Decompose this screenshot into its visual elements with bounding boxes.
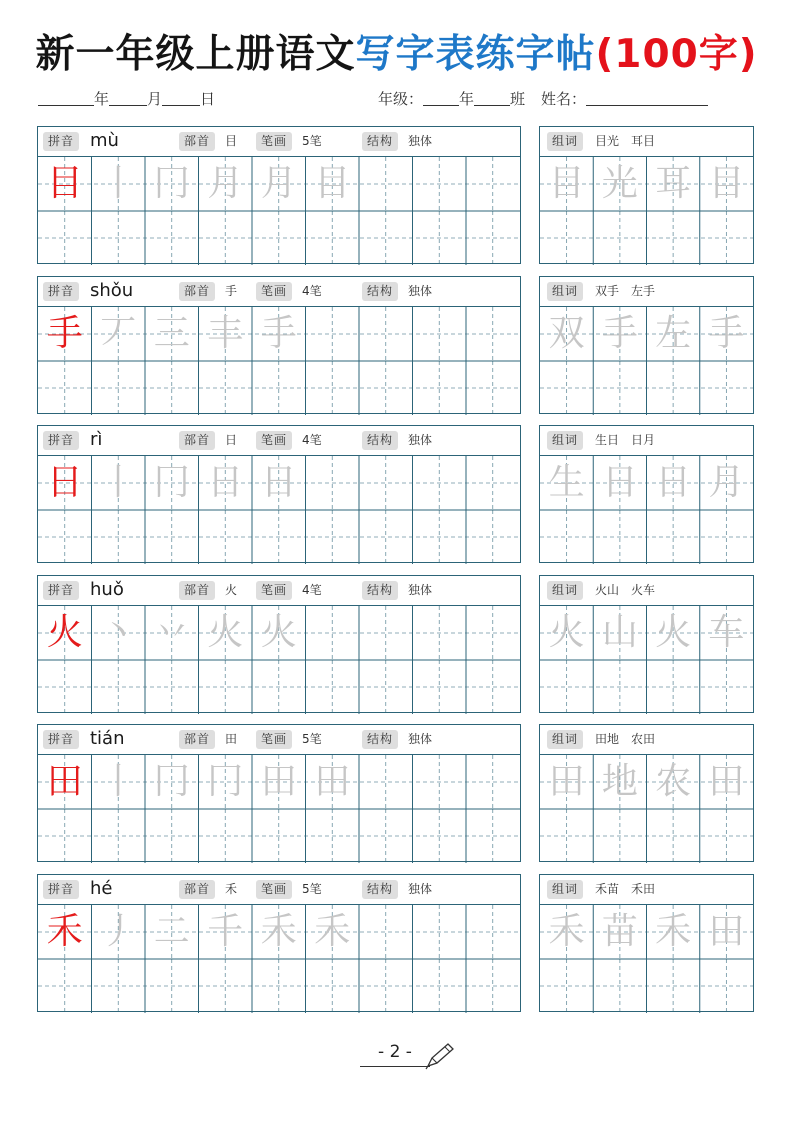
word-trace-character: 日 [655, 462, 692, 503]
model-character: 田 [46, 761, 83, 802]
name-label: 姓名： [541, 90, 587, 108]
practice-cell[interactable] [540, 510, 593, 564]
practice-cell[interactable] [647, 959, 700, 1013]
writing-grid [38, 307, 520, 415]
stroke-order-step: 冂 [153, 163, 190, 204]
stroke-order-step: 冂 [207, 761, 244, 802]
practice-cell[interactable] [593, 809, 646, 863]
stroke-order-step: 手 [260, 313, 297, 354]
word-trace-character: 火 [548, 612, 585, 653]
practice-cell[interactable] [306, 211, 360, 265]
words-value: 禾苗 禾田 [595, 882, 656, 896]
word-trace-character: 生 [548, 462, 585, 503]
word-trace-character: 双 [548, 313, 585, 354]
grade-label: 年级： [378, 90, 424, 108]
strokes-label: 笔画 [256, 282, 292, 301]
practice-cell[interactable] [92, 361, 146, 415]
pinyin-label: 拼音 [43, 282, 79, 301]
practice-cell[interactable] [540, 809, 593, 863]
model-character: 目 [46, 163, 83, 204]
practice-cell[interactable] [145, 959, 199, 1013]
practice-cell[interactable] [540, 211, 593, 265]
page-title [0, 30, 793, 80]
word-trace-character: 车 [708, 612, 745, 653]
word-card [539, 276, 754, 414]
practice-cell[interactable] [413, 361, 467, 415]
practice-cell[interactable] [466, 606, 520, 660]
radical-value: 火 [225, 583, 238, 597]
strokes-value: 5笔 [302, 882, 322, 896]
character-info-header [38, 277, 520, 307]
stroke-order-step: 冂 [153, 761, 190, 802]
date-line [38, 88, 215, 109]
stroke-order-step: 丨 [100, 462, 137, 503]
practice-cell[interactable] [359, 905, 413, 959]
structure-value: 独体 [408, 882, 433, 896]
word-writing-grid [540, 157, 753, 265]
model-character: 火 [46, 612, 83, 653]
practice-cell[interactable] [252, 660, 306, 714]
character-info-header [38, 725, 520, 755]
practice-cell[interactable] [38, 510, 92, 564]
model-character: 日 [46, 462, 83, 503]
practice-cell[interactable] [306, 510, 360, 564]
pinyin-label: 拼音 [43, 581, 79, 600]
word-trace-character: 田 [708, 761, 745, 802]
practice-cell[interactable] [359, 157, 413, 211]
strokes-label: 笔画 [256, 730, 292, 749]
word-trace-character: 耳 [655, 163, 692, 204]
strokes-label: 笔画 [256, 132, 292, 151]
class-unit: 班 [510, 90, 526, 108]
stroke-order-step: 月 [207, 163, 244, 204]
word-card [539, 724, 754, 862]
words-label: 组词 [547, 730, 583, 749]
strokes-value: 4笔 [302, 284, 322, 298]
stroke-order-step: 三 [153, 313, 190, 354]
character-card [37, 425, 521, 563]
word-writing-grid [540, 456, 753, 564]
writing-grid [38, 905, 520, 1013]
practice-cell[interactable] [466, 809, 520, 863]
practice-cell[interactable] [700, 510, 753, 564]
practice-cell[interactable] [647, 809, 700, 863]
word-header [540, 875, 753, 905]
character-info-header [38, 576, 520, 606]
structure-label: 结构 [362, 431, 398, 450]
practice-cell[interactable] [306, 660, 360, 714]
practice-cell[interactable] [359, 606, 413, 660]
word-trace-character: 日 [601, 462, 638, 503]
character-card [37, 724, 521, 862]
strokes-value: 4笔 [302, 433, 322, 447]
word-trace-character: 手 [708, 313, 745, 354]
practice-cell[interactable] [145, 809, 199, 863]
page-number: - 2 - [378, 1042, 412, 1062]
practice-cell[interactable] [306, 606, 360, 660]
practice-cell[interactable] [647, 660, 700, 714]
structure-value: 独体 [408, 433, 433, 447]
pinyin-value: mù [90, 130, 119, 151]
stroke-order-step: 丆 [100, 313, 137, 354]
practice-cell[interactable] [413, 660, 467, 714]
year-label: 年 [94, 90, 110, 108]
word-trace-character: 手 [601, 313, 638, 354]
radical-label: 部首 [179, 132, 215, 151]
radical-label: 部首 [179, 880, 215, 899]
practice-cell[interactable] [466, 157, 520, 211]
practice-cell[interactable] [466, 361, 520, 415]
word-header [540, 576, 753, 606]
word-trace-character: 山 [601, 612, 638, 653]
strokes-label: 笔画 [256, 431, 292, 450]
practice-cell[interactable] [359, 809, 413, 863]
practice-cell[interactable] [306, 361, 360, 415]
practice-cell[interactable] [700, 211, 753, 265]
practice-cell[interactable] [593, 361, 646, 415]
writing-grid [38, 456, 520, 564]
practice-cell[interactable] [700, 809, 753, 863]
word-trace-character: 目 [708, 163, 745, 204]
practice-cell[interactable] [199, 959, 253, 1013]
word-trace-character: 目 [548, 163, 585, 204]
strokes-label: 笔画 [256, 581, 292, 600]
month-label: 月 [147, 90, 163, 108]
practice-cell[interactable] [145, 361, 199, 415]
stroke-order-step: 丰 [207, 313, 244, 354]
practice-cell[interactable] [252, 361, 306, 415]
grade-unit: 年 [459, 90, 475, 108]
radical-value: 手 [225, 284, 238, 298]
stroke-order-step: 禾 [314, 911, 351, 952]
words-label: 组词 [547, 581, 583, 600]
words-label: 组词 [547, 282, 583, 301]
practice-cell[interactable] [38, 809, 92, 863]
day-blank[interactable] [162, 90, 200, 106]
practice-cell[interactable] [359, 307, 413, 361]
stroke-order-step: 丷 [153, 612, 190, 653]
practice-cell[interactable] [413, 456, 467, 510]
practice-cell[interactable] [540, 361, 593, 415]
structure-label: 结构 [362, 282, 398, 301]
word-trace-character: 禾 [655, 911, 692, 952]
word-header [540, 426, 753, 456]
class-blank[interactable] [474, 90, 510, 106]
stroke-order-step: 冂 [153, 462, 190, 503]
stroke-order-step: 日 [260, 462, 297, 503]
structure-value: 独体 [408, 583, 433, 597]
structure-label: 结构 [362, 132, 398, 151]
practice-cell[interactable] [306, 307, 360, 361]
structure-value: 独体 [408, 284, 433, 298]
radical-label: 部首 [179, 581, 215, 600]
model-character: 禾 [46, 911, 83, 952]
practice-cell[interactable] [413, 510, 467, 564]
words-value: 田地 农田 [595, 732, 656, 746]
practice-cell[interactable] [413, 755, 467, 809]
practice-cell[interactable] [466, 510, 520, 564]
word-writing-grid [540, 755, 753, 863]
words-value: 火山 火车 [595, 583, 656, 597]
word-card [539, 126, 754, 264]
practice-cell[interactable] [359, 959, 413, 1013]
word-trace-character: 田 [708, 911, 745, 952]
practice-cell[interactable] [145, 660, 199, 714]
radical-value: 目 [225, 134, 238, 148]
practice-cell[interactable] [92, 211, 146, 265]
word-trace-character: 禾 [548, 911, 585, 952]
stroke-order-step: 丶 [100, 612, 137, 653]
practice-cell[interactable] [466, 959, 520, 1013]
word-writing-grid [540, 905, 753, 1013]
stroke-order-step: 千 [207, 911, 244, 952]
title-part-3: (100字) [595, 32, 758, 77]
strokes-value: 5笔 [302, 732, 322, 746]
practice-cell[interactable] [359, 510, 413, 564]
practice-cell[interactable] [466, 905, 520, 959]
practice-cell[interactable] [413, 606, 467, 660]
title-part-2: 写字表练字帖 [355, 32, 596, 77]
pinyin-value: tián [90, 728, 125, 749]
pinyin-label: 拼音 [43, 880, 79, 899]
structure-label: 结构 [362, 880, 398, 899]
practice-cell[interactable] [92, 959, 146, 1013]
year-blank[interactable] [38, 90, 94, 106]
name-blank[interactable] [586, 90, 708, 106]
practice-cell[interactable] [540, 660, 593, 714]
practice-cell[interactable] [38, 211, 92, 265]
stroke-order-step: 禾 [260, 911, 297, 952]
practice-cell[interactable] [359, 456, 413, 510]
practice-cell[interactable] [700, 660, 753, 714]
practice-cell[interactable] [466, 755, 520, 809]
practice-cell[interactable] [145, 211, 199, 265]
stroke-order-step: 田 [260, 761, 297, 802]
word-writing-grid [540, 307, 753, 415]
character-card [37, 874, 521, 1012]
word-trace-character: 地 [601, 761, 638, 802]
practice-cell[interactable] [252, 510, 306, 564]
pen-icon [424, 1042, 456, 1070]
practice-cell[interactable] [199, 510, 253, 564]
practice-cell[interactable] [647, 510, 700, 564]
practice-cell[interactable] [540, 959, 593, 1013]
radical-label: 部首 [179, 431, 215, 450]
radical-value: 禾 [225, 882, 238, 896]
month-blank[interactable] [109, 90, 147, 106]
stroke-order-step: 二 [153, 911, 190, 952]
practice-cell[interactable] [413, 809, 467, 863]
stroke-order-step: 丿 [100, 911, 137, 952]
words-label: 组词 [547, 132, 583, 151]
character-info-header [38, 127, 520, 157]
practice-cell[interactable] [252, 211, 306, 265]
words-value: 目光 耳目 [595, 134, 656, 148]
word-trace-character: 光 [601, 163, 638, 204]
stroke-order-step: 火 [260, 612, 297, 653]
pinyin-label: 拼音 [43, 431, 79, 450]
stroke-order-step: 丨 [100, 761, 137, 802]
writing-grid [38, 157, 520, 265]
practice-cell[interactable] [593, 660, 646, 714]
radical-value: 田 [225, 732, 238, 746]
stroke-order-step: 日 [207, 462, 244, 503]
practice-cell[interactable] [38, 959, 92, 1013]
practice-cell[interactable] [413, 959, 467, 1013]
words-label: 组词 [547, 880, 583, 899]
practice-cell[interactable] [92, 510, 146, 564]
pinyin-value: hé [90, 878, 113, 899]
practice-cell[interactable] [413, 905, 467, 959]
word-header [540, 725, 753, 755]
radical-value: 日 [225, 433, 238, 447]
word-trace-character: 农 [655, 761, 692, 802]
words-value: 生日 日月 [595, 433, 656, 447]
practice-cell[interactable] [413, 211, 467, 265]
stroke-order-step: 月 [260, 163, 297, 204]
words-value: 双手 左手 [595, 284, 656, 298]
word-header [540, 127, 753, 157]
practice-cell[interactable] [92, 660, 146, 714]
practice-cell[interactable] [593, 959, 646, 1013]
pinyin-value: shǒu [90, 280, 134, 301]
practice-cell[interactable] [38, 361, 92, 415]
pinyin-label: 拼音 [43, 730, 79, 749]
radical-label: 部首 [179, 282, 215, 301]
practice-cell[interactable] [700, 361, 753, 415]
structure-value: 独体 [408, 732, 433, 746]
stroke-order-step: 火 [207, 612, 244, 653]
strokes-label: 笔画 [256, 880, 292, 899]
word-trace-character: 火 [655, 612, 692, 653]
character-info-header [38, 875, 520, 905]
word-trace-character: 左 [655, 313, 692, 354]
radical-label: 部首 [179, 730, 215, 749]
practice-cell[interactable] [306, 959, 360, 1013]
title-part-1: 新一年级上册语文 [35, 32, 356, 77]
practice-cell[interactable] [466, 211, 520, 265]
word-trace-character: 苗 [601, 911, 638, 952]
practice-cell[interactable] [252, 809, 306, 863]
word-trace-character: 月 [708, 462, 745, 503]
pinyin-value: rì [90, 429, 103, 450]
character-card [37, 575, 521, 713]
practice-cell[interactable] [647, 361, 700, 415]
day-label: 日 [200, 90, 216, 108]
writing-grid [38, 606, 520, 714]
practice-cell[interactable] [466, 307, 520, 361]
structure-label: 结构 [362, 730, 398, 749]
practice-cell[interactable] [252, 959, 306, 1013]
grade-blank[interactable] [423, 90, 459, 106]
structure-value: 独体 [408, 134, 433, 148]
practice-cell[interactable] [647, 211, 700, 265]
pinyin-value: huǒ [90, 579, 124, 600]
practice-cell[interactable] [145, 510, 199, 564]
practice-cell[interactable] [466, 660, 520, 714]
words-label: 组词 [547, 431, 583, 450]
character-info-header [38, 426, 520, 456]
stroke-order-step: 丨 [100, 163, 137, 204]
character-card [37, 276, 521, 414]
practice-cell[interactable] [199, 361, 253, 415]
writing-grid [38, 755, 520, 863]
model-character: 手 [46, 313, 83, 354]
practice-cell[interactable] [359, 211, 413, 265]
pinyin-label: 拼音 [43, 132, 79, 151]
stroke-order-step: 田 [314, 761, 351, 802]
student-info-line [378, 88, 708, 109]
practice-cell[interactable] [593, 211, 646, 265]
page-number-underline [360, 1066, 430, 1067]
practice-cell[interactable] [593, 510, 646, 564]
practice-cell[interactable] [38, 660, 92, 714]
word-trace-character: 田 [548, 761, 585, 802]
practice-cell[interactable] [359, 660, 413, 714]
practice-cell[interactable] [413, 307, 467, 361]
practice-cell[interactable] [700, 959, 753, 1013]
practice-cell[interactable] [199, 809, 253, 863]
word-header [540, 277, 753, 307]
word-card [539, 874, 754, 1012]
practice-cell[interactable] [199, 660, 253, 714]
stroke-order-step: 目 [314, 163, 351, 204]
practice-cell[interactable] [359, 361, 413, 415]
word-card [539, 425, 754, 563]
practice-cell[interactable] [306, 456, 360, 510]
practice-cell[interactable] [306, 809, 360, 863]
practice-cell[interactable] [199, 211, 253, 265]
structure-label: 结构 [362, 581, 398, 600]
strokes-value: 4笔 [302, 583, 322, 597]
character-card [37, 126, 521, 264]
word-card [539, 575, 754, 713]
practice-cell[interactable] [466, 456, 520, 510]
practice-cell[interactable] [359, 755, 413, 809]
word-writing-grid [540, 606, 753, 714]
practice-cell[interactable] [413, 157, 467, 211]
strokes-value: 5笔 [302, 134, 322, 148]
practice-cell[interactable] [92, 809, 146, 863]
